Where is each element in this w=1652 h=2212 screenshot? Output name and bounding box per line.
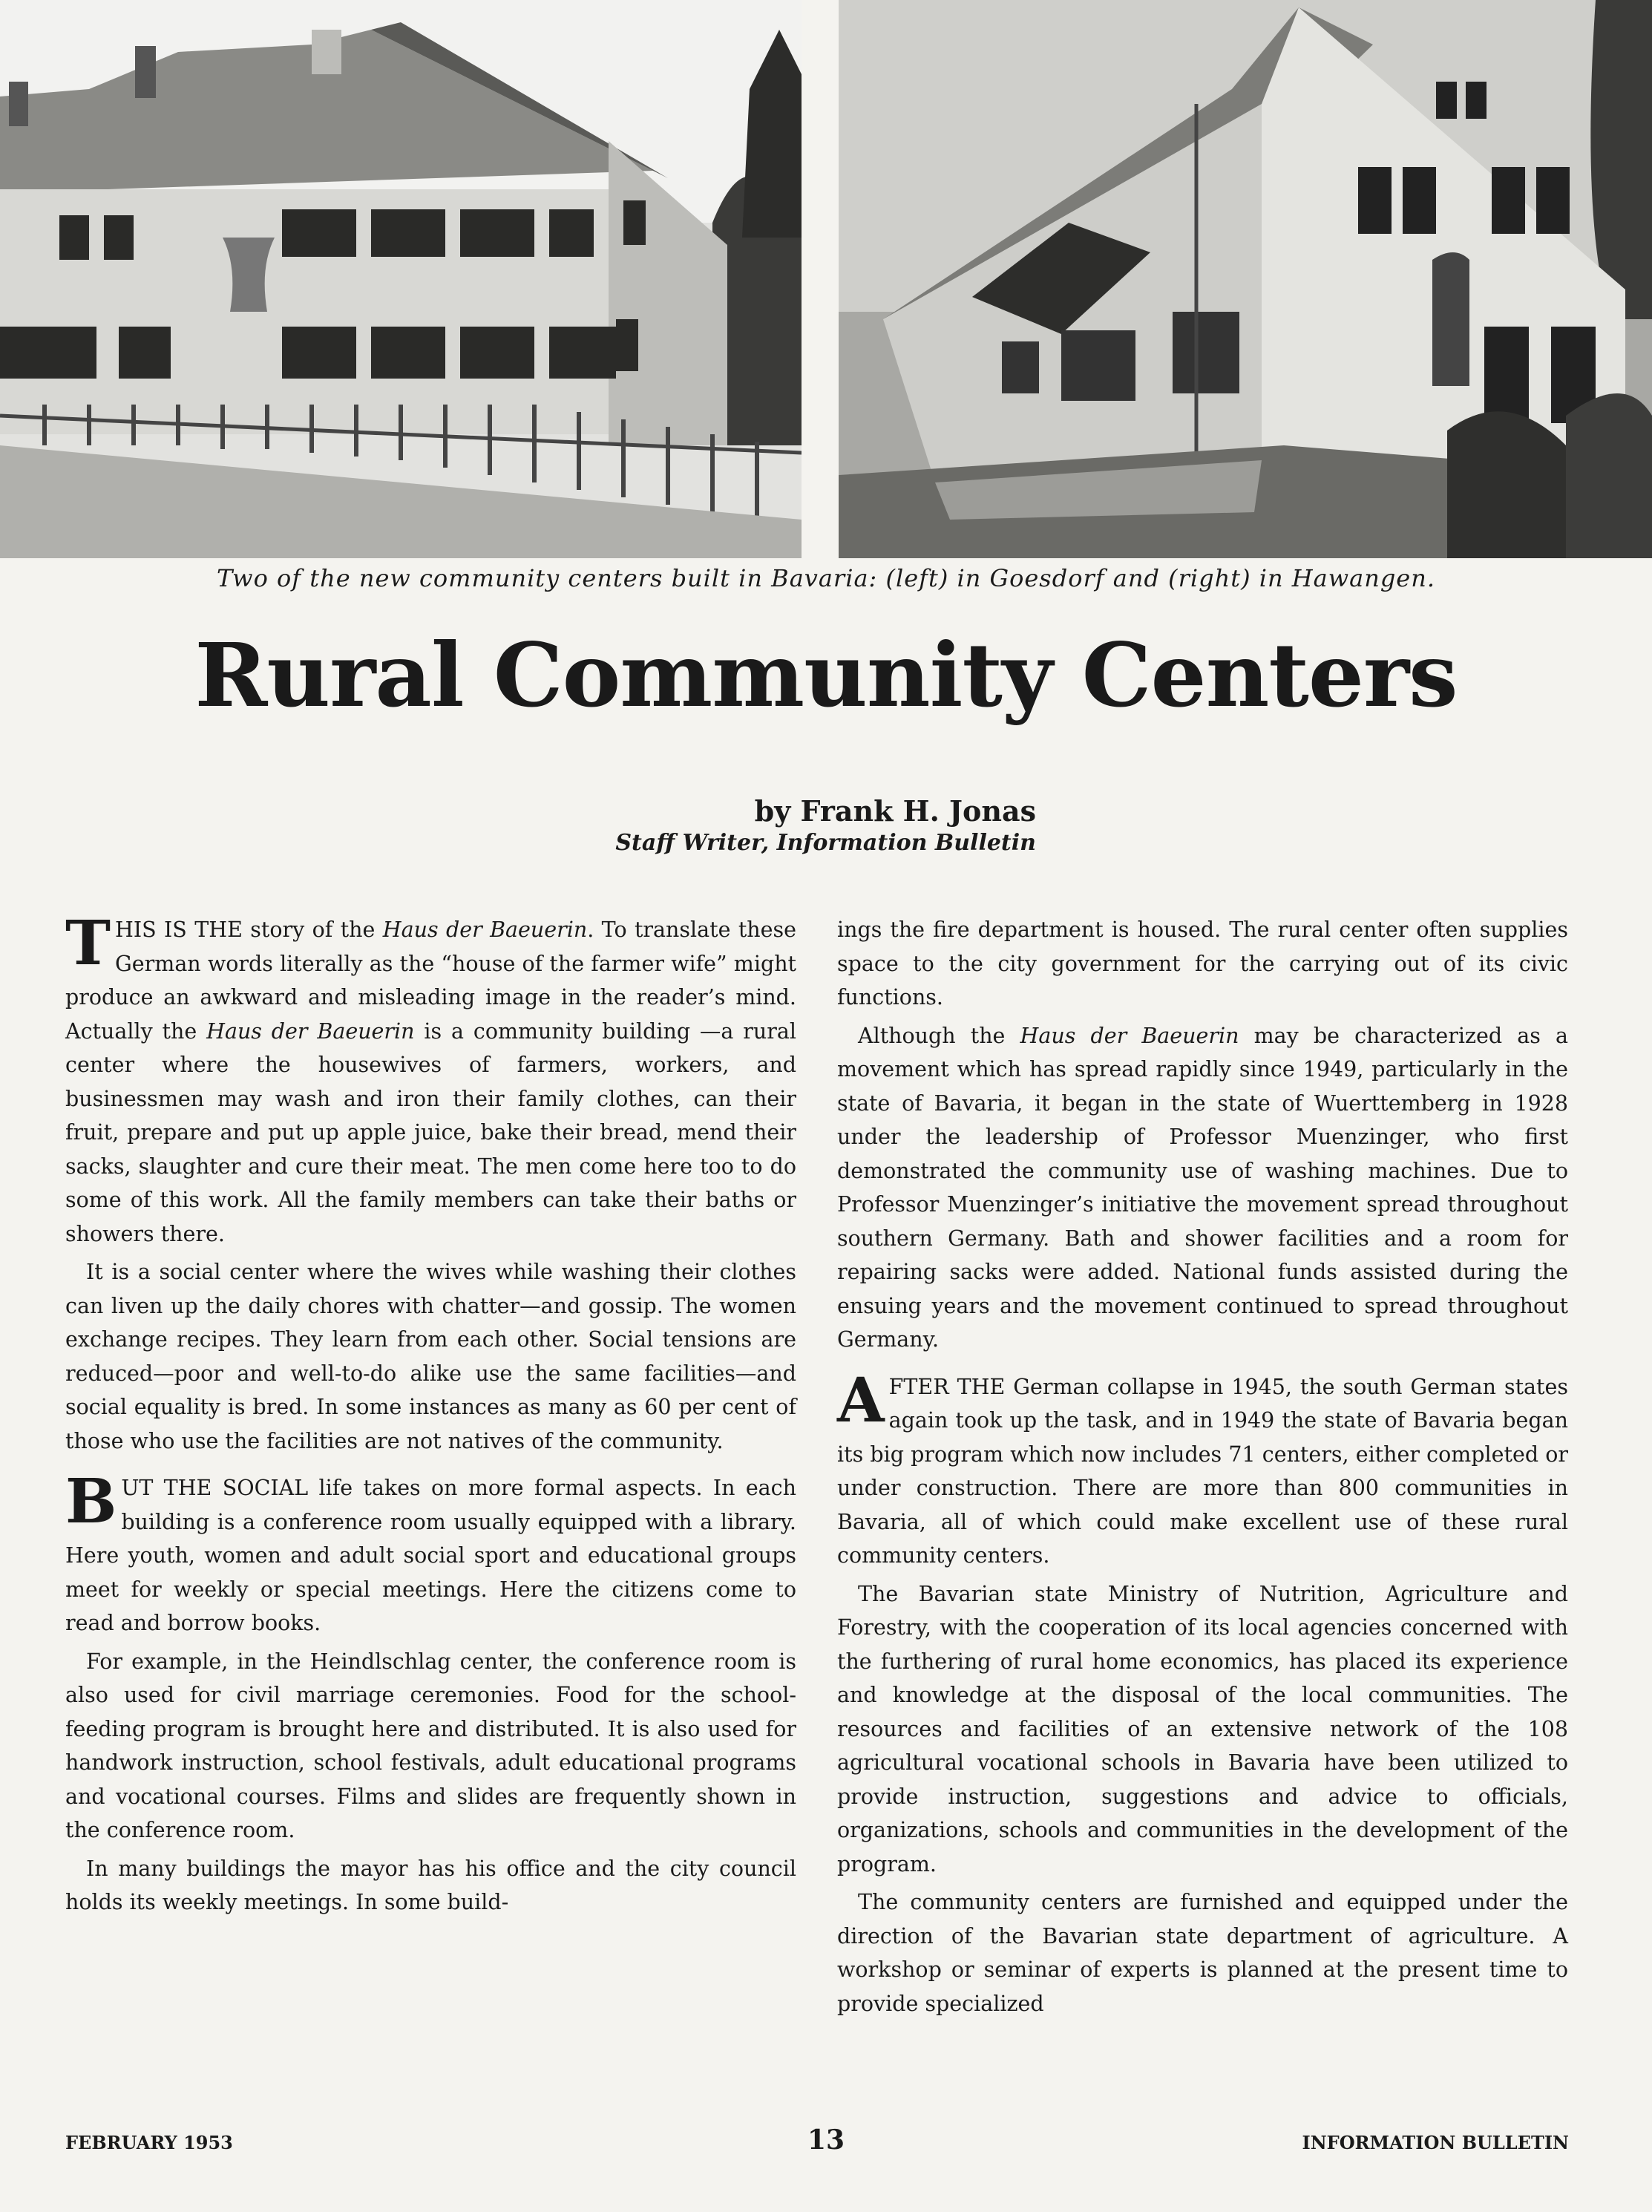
drop-cap: A bbox=[837, 1364, 885, 1436]
paragraph: It is a social center where the wives while washing their clothes can liven up the daily chores with chatter—and gossip. The women exchange recipes. They learn from each other. Social tensions are reduced—poor and well-to-do alike use the same facilities—and social equality is bred. In some instances as many as 60 per cent of those who use the facilities are not natives of the community. bbox=[65, 1260, 796, 1453]
paragraph: The community centers are furnished and equipped under the direction of the Bavarian state department of agriculture. A workshop or seminar of experts is planned at the present time to provide specialized bbox=[837, 1890, 1568, 2016]
emphasis-text: Haus der Baeuerin bbox=[382, 917, 588, 942]
article-title: Rural Community Centers bbox=[194, 624, 1458, 727]
footer-date: FEBRUARY 1953 bbox=[65, 2132, 233, 2153]
paragraph-text: Although the bbox=[858, 1023, 1020, 1048]
emphasis-text: Haus der Baeuerin bbox=[206, 1018, 415, 1044]
paragraph bbox=[65, 908, 797, 1251]
paragraph: ings the fire department is housed. The rural center often supplies space to the city government for the carrying out of its civic functions. bbox=[837, 917, 1568, 1010]
byline-author: by Frank H. Jonas bbox=[754, 794, 1036, 828]
paragraph-text: may be characterized as a movement which has spread rapidly since 1949, particularly in the state of Bavaria, it began in the state of Wuerttemberg in 1928 under the leadership of Professor Muenzinger, who first demonstrated the community use of washing machines. Due to Professor Muenzinger’s initiative the movement spread throughout southern Germany. Bath and shower facilities and a room for repairing sacks were added. National funds assisted during the ensuing years and the movement continued to spread throughout Germany. bbox=[837, 1023, 1569, 1352]
byline-role: Staff Writer, Information Bulletin bbox=[615, 829, 1036, 856]
photo-caption: Two of the new community centers built in Bavaria: (left) in Goesdorf and (right) in Hawangen. bbox=[216, 564, 1436, 592]
paragraph-text: FTER THE German collapse in 1945, the south German states again took up the task, and in 1949 the state of Bavaria began its big program which now includes 71 centers, either completed or under construction. There are more than 800 communities in Bavaria, all of which could make excellent use of these rural community centers. bbox=[837, 1374, 1568, 1568]
paragraph: In many buildings the mayor has his office and the city council holds its weekly meetings. In some build- bbox=[65, 1856, 796, 1914]
paragraph bbox=[837, 1364, 1568, 1573]
emphasis-text: Haus der Baeuerin bbox=[1020, 1023, 1239, 1048]
photo-hawangen-center bbox=[839, 0, 1652, 558]
photo-goesdorf-center bbox=[0, 0, 802, 558]
paragraph-text: is a community building —a rural center where the housewives of farmers, workers, and businessmen may wash and iron their family clothes, can their fruit, prepare and put up apple juice, bake their bread, mend their sacks, slaughter and cure their meat. The men come here too to do some of this work. All the family members can take their baths or showers there. bbox=[65, 1018, 797, 1246]
byline bbox=[615, 794, 1036, 857]
photo-strip bbox=[0, 0, 1652, 558]
paragraph bbox=[65, 1466, 796, 1640]
paragraph: For example, in the Heindlschlag center, the conference room is also used for civil marriage ceremonies. Food for the school-feeding program is brought here and distributed. It is also used for handwork instruction, school festivals, adult educational programs and vocational courses. Films and slides are frequently shown in the conference room. bbox=[65, 1649, 796, 1842]
paragraph-text: . To translate these German words literally as the “house of the farmer wife” might produce an awkward and misleading image in the reader’s mind. Actually the bbox=[65, 917, 796, 1044]
article-column-left bbox=[65, 908, 797, 1924]
paragraph-text: HIS IS THE story of the bbox=[115, 917, 383, 942]
paragraph bbox=[837, 1019, 1568, 1357]
paragraph-text: UT THE SOCIAL life takes on more formal aspects. In each building is a conference room usually equipped with a library. Here youth, women and adult social sport and educational groups meet for weekly or special meetings. Here the citizens come to read and borrow books. bbox=[65, 1476, 796, 1635]
page-number: 13 bbox=[807, 2124, 845, 2156]
drop-cap: T bbox=[65, 908, 111, 979]
footer-publication: INFORMATION BULLETIN bbox=[1302, 2132, 1569, 2153]
drop-cap: B bbox=[65, 1466, 117, 1537]
article-column-right bbox=[837, 913, 1568, 2025]
paragraph: The Bavarian state Ministry of Nutrition, Agriculture and Forestry, with the cooperation of its local agencies concerned with the furthering of rural home economics, has placed its experience and knowledge at the disposal of the local communities. The resources and facilities of an extensive network of the 108 agricultural vocational schools in Bavaria have been utilized to provide instruction, suggestions and advice to officials, organizations, schools and communities in the development of the program. bbox=[837, 1581, 1568, 1876]
